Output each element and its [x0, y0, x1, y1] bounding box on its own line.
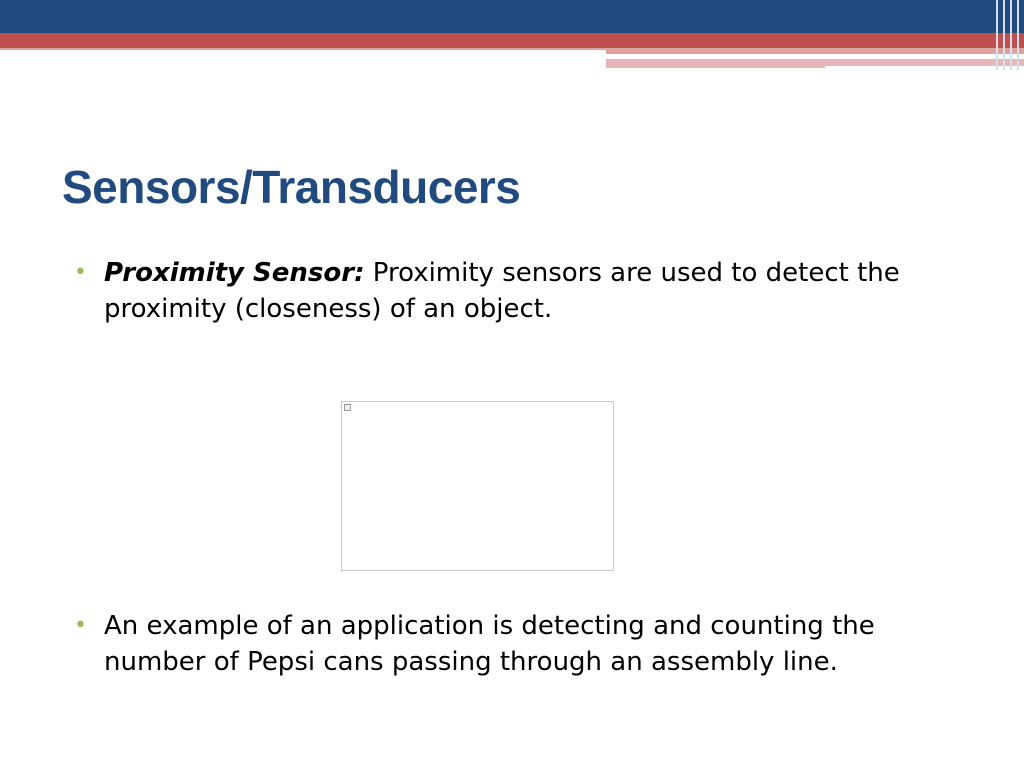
broken-image-icon — [344, 404, 351, 411]
image-placeholder — [341, 401, 614, 571]
bullet-dot-icon: • — [74, 260, 87, 285]
header-stripe — [1017, 0, 1019, 70]
header-band-red-light — [0, 48, 606, 50]
bullet-item — [74, 255, 954, 327]
header-stripe — [996, 0, 998, 70]
bullet-text — [104, 608, 954, 680]
header-band — [0, 0, 1024, 72]
bullet-label: Proximity Sensor: — [104, 258, 365, 288]
bullet-body: Proximity sensors are used to detect the proximity (closeness) of an object. — [104, 258, 900, 324]
bullet-dot-icon: • — [74, 613, 87, 638]
slide-title: Sensors/Transducers — [62, 161, 521, 213]
bullet-body: An example of an application is detecting and counting the number of Pepsi cans passing through an assembly line. — [104, 611, 875, 677]
header-stripe — [1003, 0, 1005, 70]
header-band-blue — [0, 0, 1024, 33]
bullet-text — [104, 255, 954, 327]
header-stripe — [1010, 0, 1012, 70]
header-step — [825, 66, 1024, 68]
bullet-item — [74, 608, 954, 680]
header-band-red — [0, 33, 1024, 48]
